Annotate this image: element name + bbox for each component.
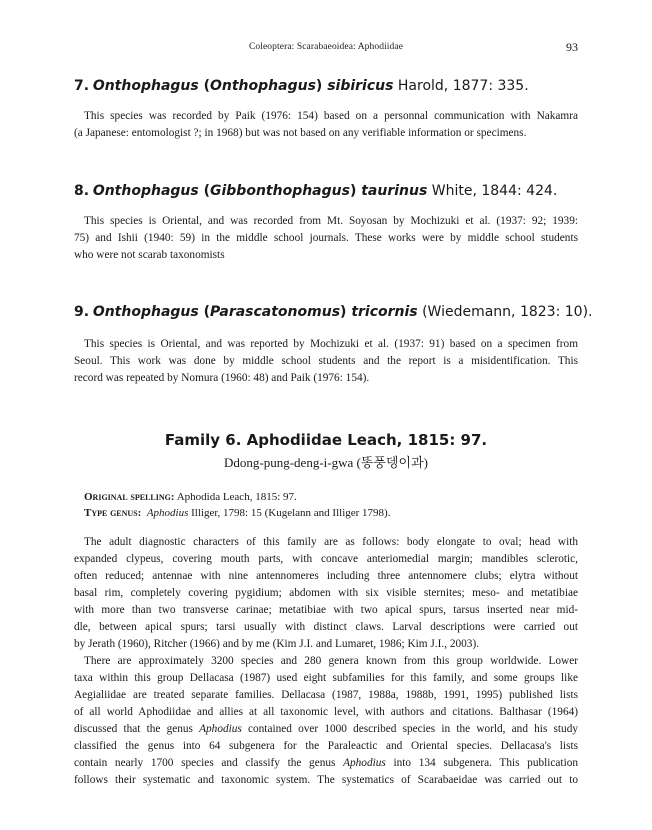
paragraph-line: Seoul. This work was done by middle school students and the report is a misidentification. This — [74, 355, 578, 367]
paren-open: ( — [198, 78, 210, 94]
type-genus-label: Type genus: — [84, 507, 142, 519]
subgenus-name: Gibbonthophagus — [210, 183, 350, 199]
species-number: 9. — [74, 304, 90, 320]
paragraph-line: often reduced; antennae with nine antennomeres including three antennomere clubs; elytra without — [74, 570, 578, 582]
paragraph-line: 75) and Ishii (1940: 59) in the middle school journals. These works were by middle school students — [74, 232, 578, 244]
paren-open: ( — [198, 183, 210, 199]
paragraph-line: This species was recorded by Paik (1976: 154) based on a personnal communication with Nakamra — [84, 110, 578, 122]
type-genus-value: Illiger, 1798: 15 (Kugelann and Illiger 1798). — [188, 507, 391, 519]
species-heading-9 — [74, 304, 593, 321]
paragraph-line: expanded clypeus, covering mouth parts, with concave anteriomedial margin; mandibles sclerotic, — [74, 553, 578, 565]
subgenus-name: Parascatonomus — [210, 304, 341, 320]
species-8-paragraph — [74, 213, 578, 264]
species-number: 7. — [74, 78, 90, 94]
paren-close: ) — [315, 78, 328, 94]
species-author: (Wiedemann, 1823: 10). — [417, 304, 593, 320]
paragraph-line: This species is Oriental, and was reported by Mochizuki et al. (1937: 91) based on a specimen from — [84, 338, 578, 350]
genus-italic: Aphodius — [199, 723, 242, 735]
paragraph-line: follows their systematic and taxonomic system. The systematics of Scarabaeidae was carried out to — [74, 774, 578, 786]
family-subtitle: Ddong-pung-deng-i-gwa (똥풍뎅이과) — [224, 455, 428, 470]
paragraph-line: taxa within this group Dellacasa (1987) used eight subfamilies for this family, and some groups like — [74, 672, 578, 684]
original-spelling-label: Original spelling: — [84, 491, 175, 503]
paragraph-line: record was repeated by Nomura (1960: 48) and Paik (1976: 154). — [74, 372, 370, 384]
body-paragraph-1 — [74, 534, 578, 653]
paragraph-line: Aegialiidae are treated separate families. Dellacasa (1987, 1988a, 1988b, 1991, 1995) published lists — [74, 689, 578, 701]
genus-name: Onthophagus — [92, 304, 199, 320]
paragraph-line: discussed that the genus Aphodius contained over 1000 described species in the world, and his study — [74, 723, 579, 735]
original-spelling-value: Aphodida Leach, 1815: 97. — [174, 491, 297, 503]
paragraph-line: (a Japanese: entomologist ?; in 1968) but was not based on any verifiable information or specimens. — [74, 127, 527, 139]
genus-name: Onthophagus — [92, 78, 199, 94]
body-paragraph-2 — [74, 653, 578, 789]
type-genus — [84, 507, 390, 519]
family-title: Family 6. Aphodiidae Leach, 1815: 97. — [164, 431, 488, 449]
paren-close: ) — [349, 183, 362, 199]
paragraph-line: classified the genus into 64 subgenera for the Paraleactic and Oriental species. Dellacasa's lists — [74, 740, 578, 752]
species-author: Harold, 1877: 335. — [393, 78, 529, 94]
species-number: 8. — [74, 183, 90, 199]
running-header: Coleoptera: Scarabaeoidea: Aphodiidae — [248, 42, 404, 52]
subgenus-name: Onthophagus — [210, 78, 316, 94]
paragraph-line: There are approximately 3200 species and 280 genera known from this group worldwide. Lower — [84, 655, 578, 667]
genus-name: Onthophagus — [92, 183, 199, 199]
paragraph-line: contain nearly 1700 species and classify the genus Aphodius into 134 subgenera. This publication — [74, 757, 579, 769]
paragraph-line: by Jerath (1960), Ritcher (1966) and by me (Kim J.I. and Lumaret, 1986; Kim J.I., 2003). — [74, 638, 480, 650]
paragraph-line: who were not scarab taxonomists — [74, 249, 225, 261]
type-genus-name: Aphodius — [146, 507, 189, 519]
species-9-paragraph — [74, 336, 578, 387]
paragraph-line: dle, between apical spurs; tarsi usually with distinct claws. Larval descriptions were carried out — [74, 621, 578, 633]
paragraph-line: with more than two transverse carinae; metatibiae with two apical spurs, tarsus inserted near mid- — [74, 604, 578, 616]
paragraph-line: of all world Aphodiidae and allies at all taxonomic level, with authors and citations. Balthasar (1964) — [74, 706, 578, 718]
species-7-paragraph — [74, 108, 578, 142]
species-epithet: sibiricus — [327, 78, 394, 94]
paren-close: ) — [340, 304, 352, 320]
species-heading-8 — [74, 183, 578, 200]
paragraph-line: The adult diagnostic characters of this family are as follows: body elongate to oval; head with — [84, 536, 578, 548]
original-spelling — [84, 491, 297, 503]
genus-italic: Aphodius — [343, 757, 386, 769]
paragraph-line: basal rim, completely covering pygidium; abdomen with six visible sternites; meso- and metatibiae — [74, 587, 578, 599]
species-epithet: taurinus — [361, 183, 428, 199]
paren-open: ( — [198, 304, 210, 320]
species-author: White, 1844: 424. — [427, 183, 558, 199]
species-epithet: tricornis — [351, 304, 418, 320]
page-number: 93 — [566, 40, 578, 54]
paragraph-line: This species is Oriental, and was recorded from Mt. Soyosan by Mochizuki et al. (1937: 92; 1939: — [84, 215, 578, 227]
species-heading-7 — [74, 78, 578, 95]
